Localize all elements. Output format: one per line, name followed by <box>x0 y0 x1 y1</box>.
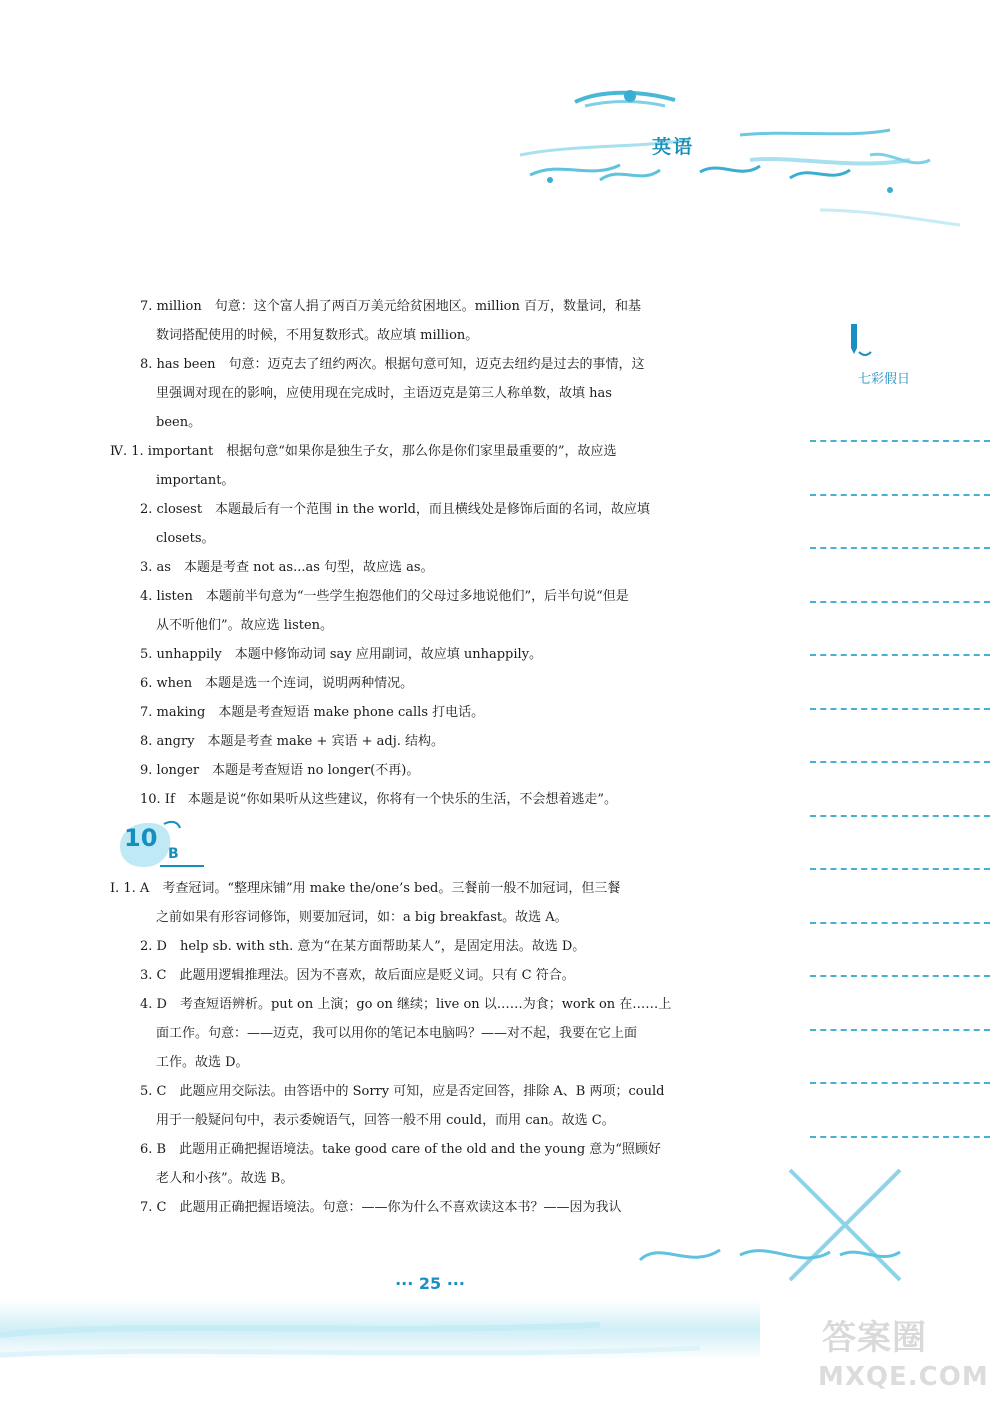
watermark-url: MXQE.COM <box>818 1362 989 1392</box>
answer-line: 7. million 句意：这个富人捐了两百万美元给贫困地区。million 百万，数量词，和基 <box>140 299 641 314</box>
answer-line: been。 <box>156 415 202 430</box>
page-number: ··· 25 ··· <box>395 1274 465 1293</box>
answer-line: 3. C 此题用逻辑推理法。因为不喜欢，故后面应是贬义词。只有 C 符合。 <box>140 968 575 983</box>
note-line <box>810 815 990 817</box>
watermark-logo: 答案圈 <box>822 1318 927 1358</box>
answer-line: 4. D 考查短语辨析。put on 上演；go on 继续；live on 以……为食；work on 在……上 <box>140 997 672 1012</box>
note-line <box>810 1029 990 1031</box>
answer-line: 面工作。句意：——迈克，我可以用你的笔记本电脑吗？——对不起，我要在它上面 <box>156 1026 638 1041</box>
answer-line: 数词搭配使用的时候，不用复数形式。故应填 million。 <box>156 328 479 343</box>
note-line <box>810 708 990 710</box>
note-line <box>810 440 990 442</box>
note-line <box>810 868 990 870</box>
answer-line: 工作。故选 D。 <box>156 1055 249 1070</box>
answer-line: 从不听他们”。故应选 listen。 <box>156 618 334 633</box>
answer-line: 8. angry 本题是考查 make + 宾语 + adj. 结构。 <box>140 734 445 749</box>
subject-title: 英语 <box>652 136 695 158</box>
answer-line: 2. D help sb. with sth. 意为“在某方面帮助某人”，是固定用法。故选 D。 <box>140 939 586 954</box>
note-line <box>810 494 990 496</box>
note-line <box>810 922 990 924</box>
answer-line: Ⅰ. 1. A 考查冠词。“整理床铺”用 make the/one’s bed。三餐前一般不加冠词，但三餐 <box>110 881 621 896</box>
note-lines <box>810 440 990 1189</box>
answer-line: 10. If 本题是说“你如果听从这些建议，你将有一个快乐的生活，不会想着逃走”。 <box>140 792 618 807</box>
answer-line: 3. as 本题是考查 not as...as 句型，故应选 as。 <box>140 560 434 575</box>
answer-line: 2. closest 本题最后有一个范围 in the world，而且横线处是修饰后面的名词，故应填 <box>140 502 650 517</box>
section-number: 10 <box>124 824 158 852</box>
note-line <box>810 1082 990 1084</box>
answer-line: important。 <box>156 473 235 488</box>
header-decoration <box>490 60 970 250</box>
section-badge <box>116 816 750 874</box>
answer-line: 5. C 此题应用交际法。由答语中的 Sorry 可知，应是否定回答，排除 A、B 两项；could <box>140 1084 665 1099</box>
answer-line: 之前如果有形容词修饰，则要加冠词，如：a big breakfast。故选 A。 <box>156 910 568 925</box>
answer-line: closets。 <box>156 531 215 546</box>
answer-line: 6. when 本题是选一个连词，说明两种情况。 <box>140 676 414 691</box>
pen-icon <box>843 322 873 362</box>
answer-line: 8. has been 句意：迈克去了纽约两次。根据句意可知，迈克去纽约是过去的事情，这 <box>140 357 645 372</box>
answer-line: 里强调对现在的影响，应使用现在完成时，主语迈克是第三人称单数，故填 has <box>156 386 612 401</box>
answer-line: Ⅳ. 1. important 根据句意“如果你是独生子女，那么你是你们家里最重要的”，故应选 <box>110 444 617 459</box>
answer-line: 5. unhappily 本题中修饰动词 say 应用副词，故应填 unhappily。 <box>140 647 543 662</box>
answer-line: 9. longer 本题是考查短语 no longer(不再)。 <box>140 763 420 778</box>
note-line <box>810 761 990 763</box>
answer-line: 用于一般疑问句中，表示委婉语气，回答一般不用 could，而用 can。故选 C。 <box>156 1113 615 1128</box>
answer-line: 4. listen 本题前半句意为“一些学生抱怨他们的父母过多地说他们”，后半句说“但是 <box>140 589 629 604</box>
answer-line: 7. making 本题是考查短语 make phone calls 打电话。 <box>140 705 485 720</box>
sidebar-label: 七彩假日 <box>858 372 911 387</box>
note-line <box>810 1136 990 1138</box>
note-line <box>810 547 990 549</box>
note-line <box>810 975 990 977</box>
note-line <box>810 654 990 656</box>
note-line <box>810 601 990 603</box>
section-letter: B <box>168 846 179 862</box>
answer-line: 老人和小孩”。故选 B。 <box>156 1171 294 1186</box>
answer-line: 7. C 此题用正确把握语境法。句意：——你为什么不喜欢读这本书？——因为我认 <box>140 1200 622 1215</box>
answer-line: 6. B 此题用正确把握语境法。take good care of the old and the young 意为“照顾好 <box>140 1142 661 1157</box>
answer-content <box>110 292 750 1222</box>
